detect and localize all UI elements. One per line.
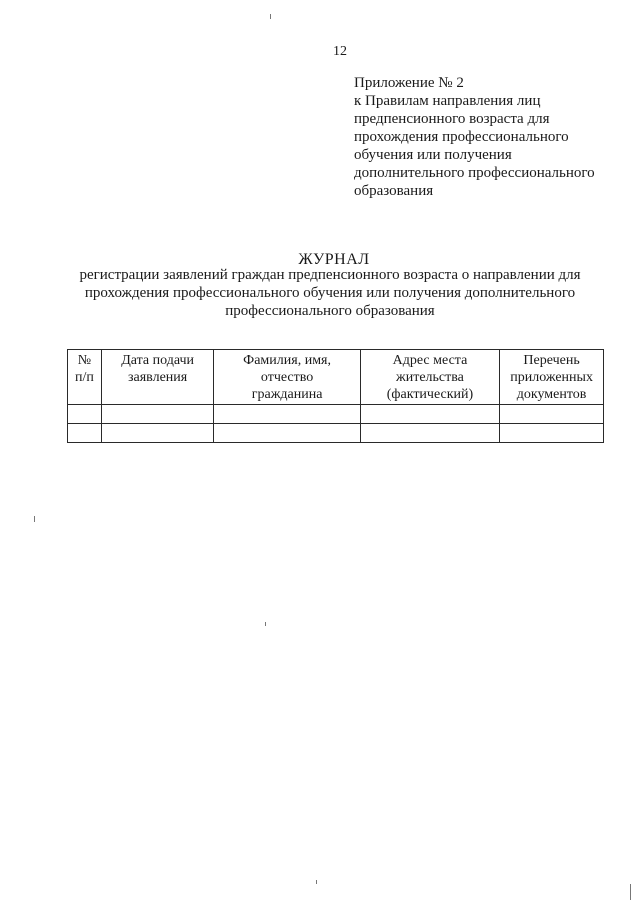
subtitle-line: регистрации заявлений граждан предпенсионного возраста о направлении для <box>79 267 581 283</box>
appendix-line: Приложение № 2 <box>354 75 464 91</box>
table-cell <box>500 405 604 424</box>
appendix-line: дополнительного профессионального <box>354 165 595 181</box>
appendix-line: обучения или получения <box>354 147 512 163</box>
header-text: Адрес места <box>392 353 468 368</box>
scan-speck <box>630 884 631 900</box>
table-row <box>68 405 604 424</box>
subtitle-line: прохождения профессионального обучения или получения дополнительного <box>84 285 576 301</box>
scan-speck <box>316 880 317 884</box>
appendix-line: к Правилам направления лиц <box>354 93 541 109</box>
header-text: жительства <box>396 370 464 385</box>
header-text: Дата подачи <box>121 353 195 368</box>
table-cell <box>101 424 214 443</box>
header-full-name <box>214 350 360 405</box>
journal-table <box>67 349 604 443</box>
table-cell <box>500 424 604 443</box>
header-text: отчество <box>260 370 314 385</box>
table-cell <box>214 405 360 424</box>
header-text: гражданина <box>251 387 323 402</box>
header-text: документов <box>516 387 587 402</box>
header-date <box>101 350 214 405</box>
table-cell <box>214 424 360 443</box>
appendix-line: предпенсионного возраста для <box>354 111 550 127</box>
appendix-line: прохождения профессионального <box>354 129 569 145</box>
appendix-line: образования <box>354 183 434 199</box>
table-header-row <box>68 350 604 405</box>
scan-speck <box>265 622 266 626</box>
header-text: (фактический) <box>386 387 474 402</box>
table-cell <box>68 424 102 443</box>
header-documents <box>500 350 604 405</box>
header-text: № <box>77 353 92 368</box>
header-text: приложенных <box>510 370 593 385</box>
header-text: Фамилия, имя, <box>243 353 331 368</box>
journal-title: ЖУРНАЛ <box>298 251 370 268</box>
scan-speck <box>34 516 35 522</box>
subtitle-line: профессионального образования <box>225 303 435 319</box>
scan-speck <box>270 14 271 19</box>
header-text: заявления <box>128 370 188 385</box>
table-cell <box>101 405 214 424</box>
table-cell <box>68 405 102 424</box>
table-cell <box>360 424 499 443</box>
header-text: Перечень <box>523 353 580 368</box>
table-cell <box>360 405 499 424</box>
page-number: 12 <box>333 44 347 59</box>
appendix-block <box>354 74 624 200</box>
header-text: п/п <box>74 370 94 385</box>
journal-subtitle <box>60 266 600 320</box>
header-address <box>360 350 499 405</box>
header-number <box>68 350 102 405</box>
table-row <box>68 424 604 443</box>
